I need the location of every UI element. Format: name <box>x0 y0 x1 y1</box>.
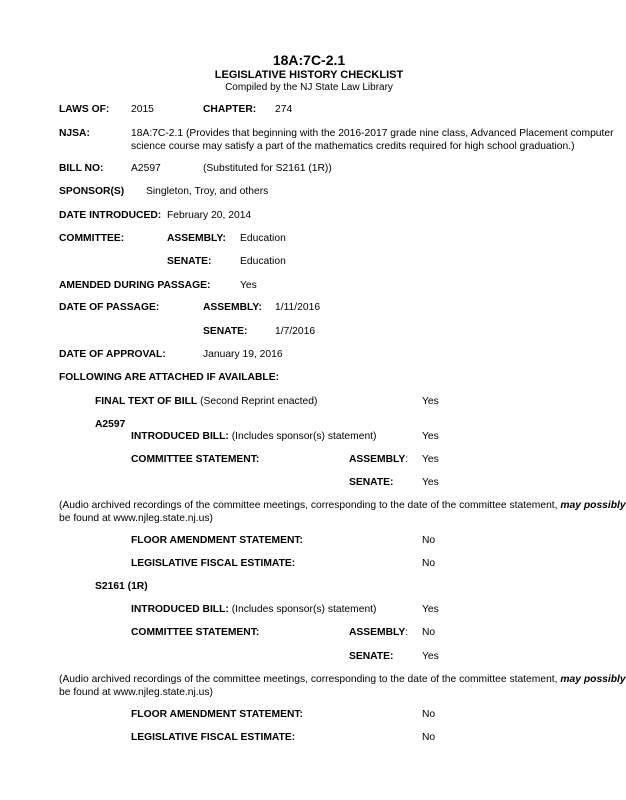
a2597-senate-label: SENATE: <box>349 477 394 488</box>
a2597-floor-label: FLOOR AMENDMENT STATEMENT: <box>131 535 303 546</box>
passage-senate-value: 1/7/2016 <box>275 326 316 337</box>
njsa-line-2: science course may satisfy a part of the mathematics credits required for high school graduation.) <box>131 141 575 152</box>
a2597-assembly-label: ASSEMBLY <box>349 454 406 465</box>
committee-assembly-label: ASSEMBLY: <box>167 233 226 244</box>
s2161-assembly-label: ASSEMBLY <box>349 627 406 638</box>
a2597-assembly-value: Yes <box>422 454 439 465</box>
committee-label: COMMITTEE: <box>59 233 125 244</box>
s2161-fiscal-value: No <box>422 732 436 743</box>
final-text-note: (Second Reprint enacted) <box>200 396 318 407</box>
a2597-assembly-row <box>349 454 408 467</box>
chapter-label: CHAPTER: <box>203 104 257 115</box>
page-subtitle: LEGISLATIVE HISTORY CHECKLIST <box>214 69 404 81</box>
audio-note-2-emphasis: may possibly <box>560 674 626 685</box>
s2161-label: S2161 (1R) <box>95 581 148 592</box>
s2161-introduced-note: (Includes sponsor(s) statement) <box>231 604 377 615</box>
final-text-row <box>95 396 317 409</box>
passage-assembly-value: 1/11/2016 <box>275 302 321 313</box>
a2597-introduced-note: (Includes sponsor(s) statement) <box>231 431 377 442</box>
a2597-senate-value: Yes <box>422 477 439 488</box>
audio-note-emphasis: may possibly <box>560 500 626 511</box>
approval-label: DATE OF APPROVAL: <box>59 349 166 360</box>
attached-heading: FOLLOWING ARE ATTACHED IF AVAILABLE: <box>59 372 280 383</box>
passage-senate-label: SENATE: <box>203 326 248 337</box>
audio-note-2-line-2: be found at www.njleg.state.nj.us) <box>59 687 213 698</box>
s2161-floor-label: FLOOR AMENDMENT STATEMENT: <box>131 709 303 720</box>
page-title: 18A:7C-2.1 <box>272 52 346 68</box>
s2161-assembly-row <box>349 627 408 640</box>
committee-assembly-value: Education <box>240 233 286 244</box>
s2161-introduced-value: Yes <box>422 604 439 615</box>
s2161-assembly-value: No <box>422 627 436 638</box>
committee-senate-value: Education <box>240 256 286 267</box>
amended-value: Yes <box>240 280 257 291</box>
date-introduced-label: DATE INTRODUCED: <box>59 210 162 221</box>
a2597-introduced-label: INTRODUCED BILL: <box>131 431 229 442</box>
s2161-fiscal-label: LEGISLATIVE FISCAL ESTIMATE: <box>131 732 296 743</box>
final-text-label: FINAL TEXT OF BILL <box>95 396 198 407</box>
date-introduced-value: February 20, 2014 <box>167 210 252 221</box>
compiled-by: Compiled by the NJ State Law Library <box>225 82 393 93</box>
audio-note-line-1 <box>59 500 626 513</box>
a2597-label: A2597 <box>95 419 126 430</box>
sponsors-label: SPONSOR(S) <box>59 186 125 197</box>
a2597-introduced-value: Yes <box>422 431 439 442</box>
a2597-fiscal-label: LEGISLATIVE FISCAL ESTIMATE: <box>131 558 296 569</box>
passage-assembly-label: ASSEMBLY: <box>203 302 262 313</box>
s2161-senate-label: SENATE: <box>349 651 394 662</box>
bill-no-label: BILL NO: <box>59 163 104 174</box>
committee-senate-label: SENATE: <box>167 256 212 267</box>
a2597-floor-value: No <box>422 535 436 546</box>
s2161-committee-label: COMMITTEE STATEMENT: <box>131 627 260 638</box>
s2161-assembly-colon: : <box>405 627 409 638</box>
a2597-committee-label: COMMITTEE STATEMENT: <box>131 454 260 465</box>
a2597-fiscal-value: No <box>422 558 436 569</box>
audio-note-text: (Audio archived recordings of the committee meetings, corresponding to the date of the committee statement, <box>59 500 558 511</box>
approval-value: January 19, 2016 <box>203 349 283 360</box>
final-text-value: Yes <box>422 396 439 407</box>
passage-label: DATE OF PASSAGE: <box>59 302 160 313</box>
bill-no-note: (Substituted for S2161 (1R)) <box>203 163 332 174</box>
laws-of-value: 2015 <box>131 104 154 115</box>
laws-of-label: LAWS OF: <box>59 104 110 115</box>
s2161-introduced-label: INTRODUCED BILL: <box>131 604 229 615</box>
njsa-label: NJSA: <box>59 128 90 139</box>
audio-note-2-line-1 <box>59 674 626 687</box>
a2597-introduced-row <box>131 431 376 444</box>
audio-note-line-2: be found at www.njleg.state.nj.us) <box>59 513 213 524</box>
sponsors-value: Singleton, Troy, and others <box>146 186 269 197</box>
audio-note-2-text: (Audio archived recordings of the committee meetings, corresponding to the date of the committee statement, <box>59 674 558 685</box>
s2161-floor-value: No <box>422 709 436 720</box>
njsa-line-1: 18A:7C-2.1 (Provides that beginning with the 2016-2017 grade nine class, Advanced Placement computer <box>131 128 614 139</box>
chapter-value: 274 <box>275 104 293 115</box>
amended-label: AMENDED DURING PASSAGE: <box>59 280 211 291</box>
s2161-introduced-row <box>131 604 376 617</box>
a2597-assembly-colon: : <box>405 454 409 465</box>
s2161-senate-value: Yes <box>422 651 439 662</box>
bill-no-value: A2597 <box>131 163 161 174</box>
